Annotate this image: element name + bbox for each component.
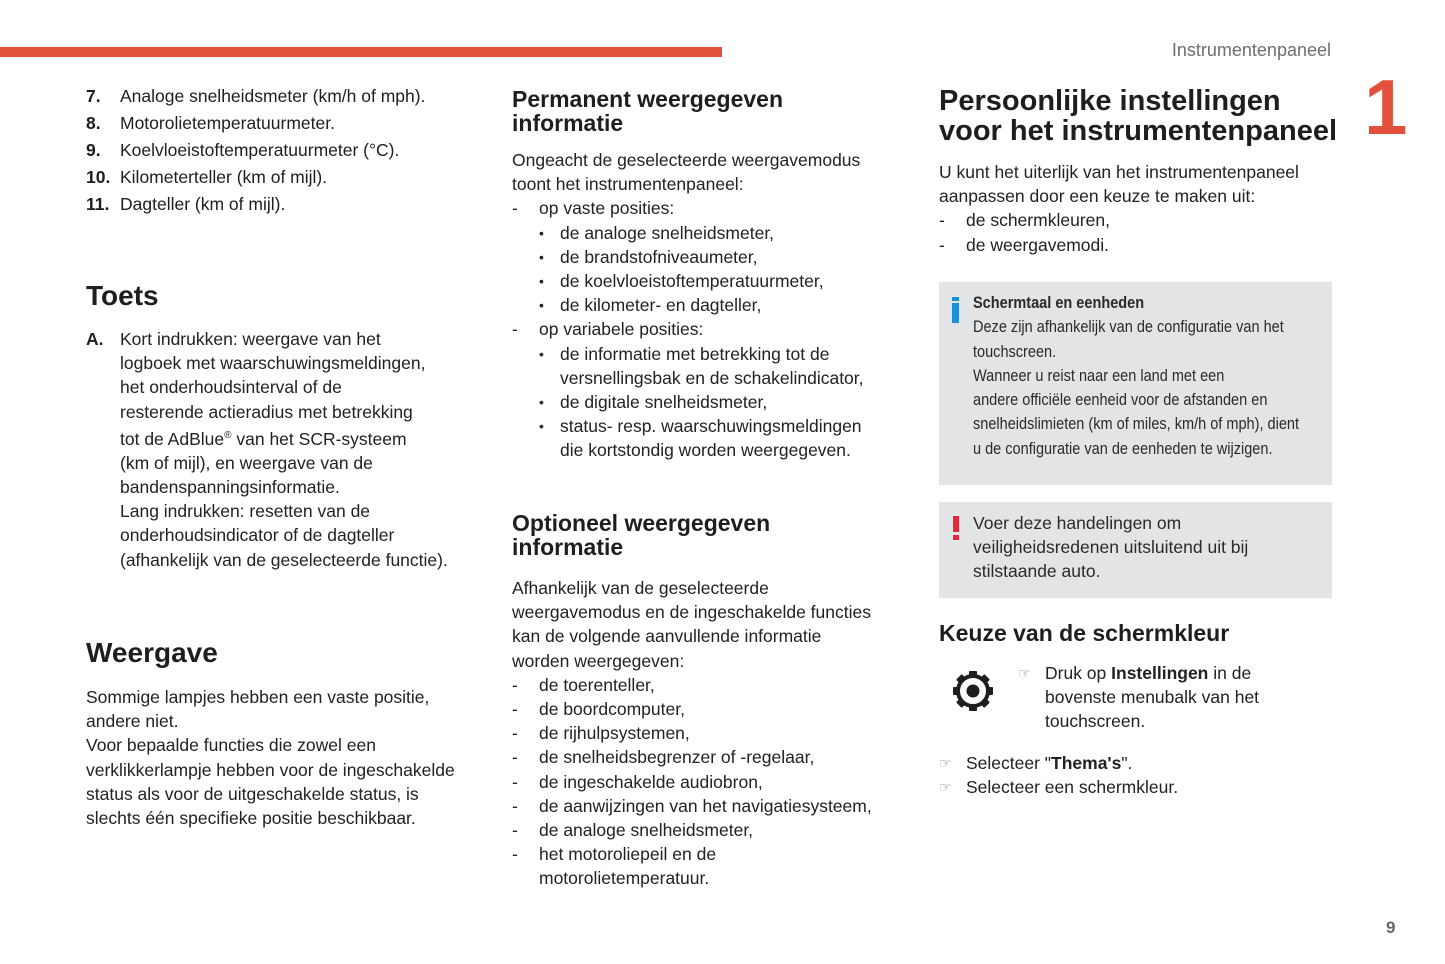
- text-line: Deze zijn afhankelijk van de configuratie van het: [973, 318, 1284, 337]
- heading-line: Persoonlijke instellingen: [939, 85, 1281, 117]
- list-item: [86, 191, 506, 218]
- text-line: stilstaande auto.: [973, 561, 1101, 582]
- text-line: onderhoudsindicator of de dagteller: [120, 525, 395, 546]
- bullet-marker: •: [539, 345, 544, 362]
- list-item: • de koelvloeistoftemperatuurmeter,: [512, 269, 932, 293]
- bullet-marker: •: [539, 394, 544, 411]
- text-line: aanpassen door een keuze te maken uit:: [939, 186, 1256, 207]
- list-item: • de brandstofniveaumeter,: [512, 245, 932, 269]
- settings-label: Instellingen: [1111, 663, 1209, 683]
- info-box: [939, 282, 1332, 485]
- item-number: 8.: [86, 113, 101, 133]
- list-item: [86, 83, 506, 110]
- toets-description: [120, 327, 448, 572]
- text-line: worden weergegeven:: [512, 650, 685, 671]
- personal-settings-intro: [939, 160, 1359, 257]
- list-item: • de digitale snelheidsmeter,: [512, 390, 932, 414]
- heading-line: informatie: [512, 110, 624, 136]
- dash-marker: -: [939, 210, 945, 231]
- pointing-hand-icon: ☞: [939, 755, 952, 771]
- pointing-hand-icon: ☞: [1018, 665, 1031, 681]
- text-line: slechts één specifieke positie beschikbaar.: [86, 808, 416, 829]
- text-line: Voer deze handelingen om: [973, 513, 1182, 533]
- info-text: [973, 291, 1351, 461]
- dash-marker: -: [512, 319, 518, 340]
- text-line: snelheidslimieten (km of miles, km/h of mph), dient: [973, 415, 1300, 434]
- running-head: Instrumentenpaneel: [1171, 40, 1331, 60]
- text-line: status als voor de uitgeschakelde status, is: [86, 783, 419, 804]
- dash-marker: -: [512, 795, 518, 816]
- dash-marker: -: [512, 699, 518, 720]
- text-line: u de configuratie van de eenheden te wijzigen.: [973, 439, 1273, 458]
- text-line: logboek met waarschuwingsmeldingen,: [120, 353, 426, 374]
- heading-line: informatie: [512, 534, 624, 560]
- list-item: - de schermkleuren,: [939, 208, 1359, 232]
- text-line: touchscreen.: [973, 342, 1057, 361]
- list-item: - het motoroliepeil en de motorolietemperatuur.: [512, 842, 932, 890]
- bullet-marker: •: [539, 273, 544, 290]
- item-label: A.: [86, 329, 104, 349]
- list-item: • de kilometer- en dagteller,: [512, 293, 932, 317]
- weergave-paragraph: [86, 685, 506, 830]
- text-line: touchscreen.: [1045, 711, 1146, 732]
- text-line: Afhankelijk van de geselecteerde: [512, 578, 769, 598]
- text-line: Ongeacht de geselecteerde weergavemodus: [512, 150, 861, 170]
- list-item: [86, 137, 506, 164]
- text-line: andere officiële eenheid voor de afstanden en: [973, 391, 1268, 410]
- text-line: U kunt het uiterlijk van het instrumentenpaneel: [939, 162, 1299, 182]
- text-line: bandenspanningsinformatie.: [120, 477, 340, 498]
- dash-marker: -: [512, 723, 518, 744]
- list-item: - de rijhulpsystemen,: [512, 721, 932, 745]
- accent-bar: [0, 47, 722, 57]
- text-line: Selecteer een schermkleur.: [966, 777, 1179, 797]
- item-number: 9.: [86, 140, 101, 160]
- step-select-color: [939, 775, 1178, 799]
- permanent-body: [512, 148, 932, 463]
- list-item: • status- resp. waarschuwingsmeldingen die kortstondig worden weergegeven.: [512, 414, 932, 462]
- warning-text: [973, 511, 1248, 584]
- item-text: Motorolietemperatuurmeter.: [120, 113, 335, 133]
- list-item: - de ingeschakelde audiobron,: [512, 770, 932, 794]
- text-line: weergavemodus en de ingeschakelde functies: [512, 602, 871, 623]
- screen-color-heading: Keuze van de schermkleur: [939, 620, 1230, 646]
- text-line: toont het instrumentenpaneel:: [512, 174, 744, 195]
- heading-line: Optioneel weergegeven: [512, 510, 771, 536]
- item-number: 11.: [86, 194, 110, 214]
- list-item: - op vaste posities:: [512, 196, 932, 220]
- warning-icon: [952, 516, 960, 540]
- text-line: Sommige lampjes hebben een vaste positie,: [86, 687, 430, 707]
- list-item: - de boordcomputer,: [512, 697, 932, 721]
- dash-marker: -: [512, 771, 518, 792]
- text-line: veiligheidsredenen uitsluitend uit bij: [973, 537, 1249, 558]
- list-item: • de informatie met betrekking tot de versnellingsbak en de schakelindicator,: [512, 342, 932, 390]
- list-item: - de aanwijzingen van het navigatiesysteem,: [512, 794, 932, 818]
- text-line: (afhankelijk van de geselecteerde functie).: [120, 549, 448, 570]
- item-text: Dagteller (km of mijl).: [120, 194, 286, 214]
- dash-marker: -: [512, 844, 518, 865]
- personal-settings-heading: [939, 86, 1359, 146]
- item-text: Kilometerteller (km of mijl).: [120, 167, 328, 187]
- info-title: Schermtaal en eenheden: [973, 294, 1145, 312]
- optioneel-heading: [512, 511, 932, 559]
- list-item: [86, 164, 506, 191]
- list-item: - de weergavemodi.: [939, 233, 1359, 257]
- pointing-hand-icon: ☞: [939, 779, 952, 795]
- dash-marker: -: [512, 674, 518, 695]
- registered-mark: ®: [224, 429, 232, 441]
- text-line: (km of mijl), en weergave van de: [120, 452, 373, 473]
- text-line: verklikkerlampje hebben voor de ingeschakelde: [86, 759, 455, 780]
- page-number: 9: [1386, 918, 1396, 937]
- item-number: 7.: [86, 86, 101, 106]
- bullet-marker: •: [539, 297, 544, 314]
- heading-line: Permanent weergegeven: [512, 86, 784, 112]
- item-number: 10.: [86, 167, 111, 187]
- chapter-number: 1: [1364, 63, 1408, 151]
- text-line: Druk op Instellingen in de: [1045, 663, 1252, 683]
- text-line: Wanneer u reist naar een land met een: [973, 366, 1225, 385]
- dash-marker: -: [512, 198, 518, 219]
- text-line: bovenste menubalk van het: [1045, 687, 1260, 708]
- text-line: Lang indrukken: resetten van de: [120, 501, 371, 522]
- permanent-heading: [512, 87, 932, 135]
- list-item: - de analoge snelheidsmeter,: [512, 818, 932, 842]
- text-line: het onderhoudsinterval of de: [120, 377, 342, 398]
- dash-marker: -: [939, 234, 945, 255]
- step-press-settings: [1018, 661, 1259, 734]
- warning-box: [939, 502, 1332, 598]
- toets-heading: Toets: [86, 280, 159, 311]
- step-select-themes: [939, 751, 1132, 775]
- list-item: • de analoge snelheidsmeter,: [512, 221, 932, 245]
- info-icon: [952, 297, 959, 323]
- heading-line: voor het instrumentenpaneel: [939, 115, 1338, 147]
- text-line: resterende actieradius met betrekking: [120, 401, 413, 422]
- dash-marker: -: [512, 747, 518, 768]
- bullet-marker: •: [539, 248, 544, 265]
- text-line: tot de AdBlue® van het SCR-systeem: [120, 428, 407, 449]
- list-item: - de snelheidsbegrenzer of -regelaar,: [512, 745, 932, 769]
- themes-label: Thema's: [1051, 753, 1122, 773]
- text-line: kan de volgende aanvullende informatie: [512, 626, 822, 647]
- item-text: Koelvloeistoftemperatuurmeter (°C).: [120, 140, 400, 160]
- bullet-marker: •: [539, 224, 544, 241]
- optioneel-body: [512, 576, 932, 891]
- list-item: - op variabele posities:: [512, 317, 932, 341]
- weergave-heading: Weergave: [86, 637, 218, 668]
- bullet-marker: •: [539, 418, 544, 435]
- gear-icon: [950, 668, 996, 714]
- toets-item: [86, 327, 506, 572]
- text-line: Kort indrukken: weergave van het: [120, 329, 381, 349]
- text-line: Voor bepaalde functies die zowel een: [86, 735, 376, 756]
- item-text: Analoge snelheidsmeter (km/h of mph).: [120, 86, 426, 106]
- list-item: - de toerenteller,: [512, 673, 932, 697]
- dash-marker: -: [512, 820, 518, 841]
- text-line: andere niet.: [86, 711, 179, 732]
- text-line: Selecteer "Thema's".: [966, 753, 1133, 773]
- list-item: [86, 110, 506, 137]
- numbered-list: [86, 83, 506, 218]
